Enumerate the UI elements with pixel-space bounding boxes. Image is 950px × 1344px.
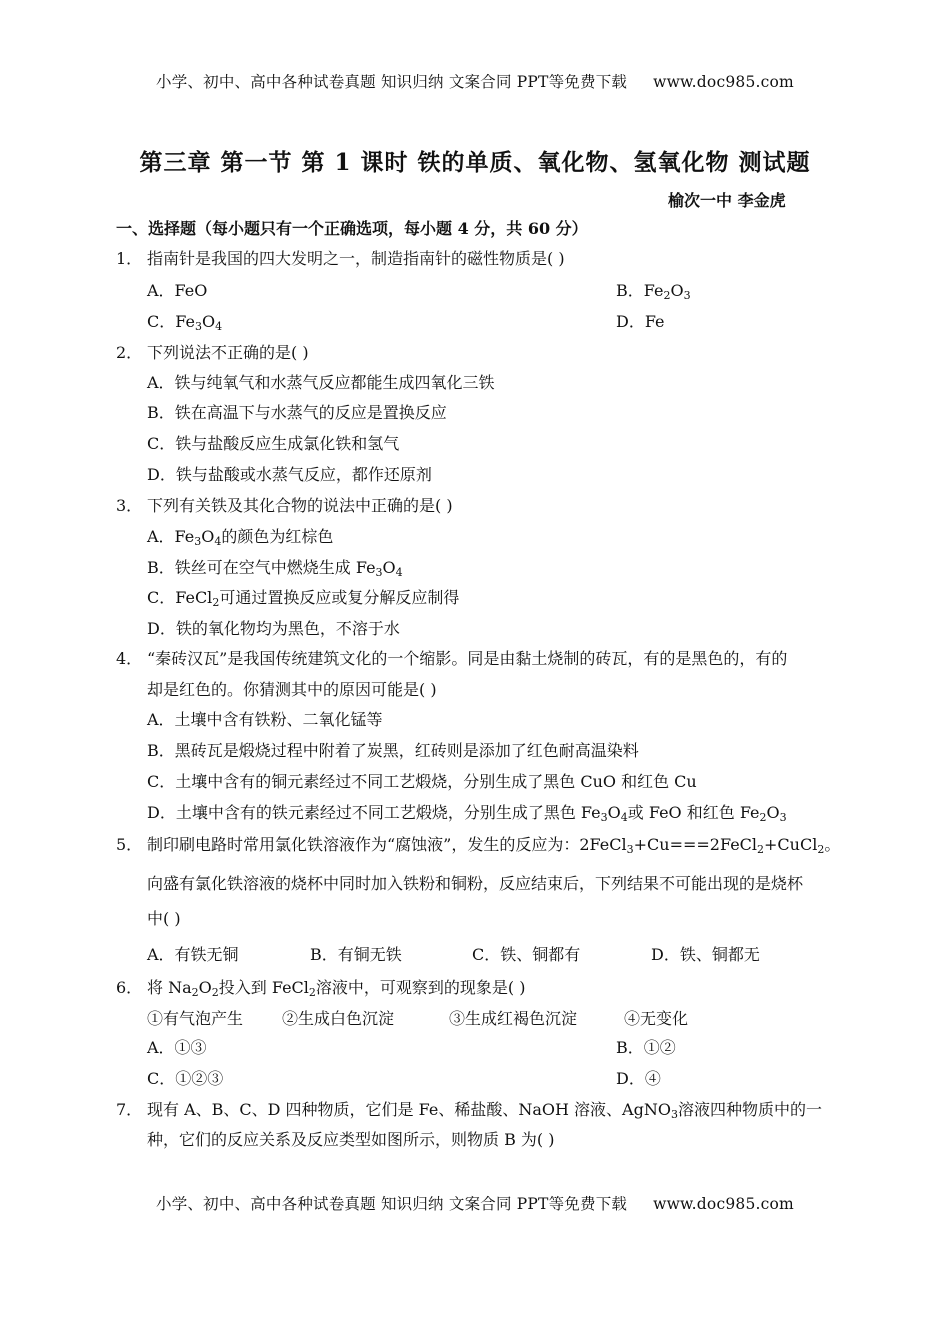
q6-text: 将 $Na_2O_2$投入到 FeCl$_2$溶液中，可观察到的现象是( ): [147, 978, 526, 999]
q7-text-line2: 种，它们的反应关系及反应类型如图所示，则物质 B 为( ): [147, 1130, 555, 1149]
q6-item-2: ②生成白色沉淀: [282, 1009, 395, 1028]
q5-option-b: B．有铜无铁: [310, 945, 402, 964]
page-title: 第三章 第一节 第 1 课时 铁的单质、氧化物、氢氧化物 测试题: [139, 149, 811, 176]
q5-text-line2: 向盛有氯化铁溶液的烧杯中同时加入铁粉和铜粉，反应结束后，下列结果不可能出现的是烧杯: [147, 874, 804, 893]
author: 榆次一中 李金虎: [668, 191, 786, 210]
q3-option-a: A．$Fe_3O_4$的颜色为红棕色: [147, 527, 334, 548]
q1-text: 指南针是我国的四大发明之一，制造指南针的磁性物质是( ): [147, 249, 565, 268]
q4-text-line1: “秦砖汉瓦”是我国传统建筑文化的一个缩影。同是由黏土烧制的砖瓦，有的是黑色的，有的: [147, 649, 788, 668]
header-right-text: www.doc985.com: [653, 73, 794, 91]
q6-option-c: C．①②③: [147, 1069, 224, 1088]
q4-option-c: C．土壤中含有的铜元素经过不同工艺煅烧，分别生成了黑色 CuO 和红色 Cu: [147, 772, 697, 791]
q4-text-line2: 却是红色的。你猜测其中的原因可能是( ): [147, 680, 437, 699]
q3-option-d: D．铁的氧化物均为黑色，不溶于水: [147, 619, 400, 638]
q5-text-line1: 制印刷电路时常用氯化铁溶液作为“腐蚀液”，发生的反应为：2FeCl$_3$+Cu===2FeCl$_2$+CuCl$_2$。: [147, 835, 841, 856]
q7-number: 7．: [116, 1100, 143, 1119]
q6-option-d: D．④: [616, 1069, 661, 1088]
q2-option-c: C．铁与盐酸反应生成氯化铁和氢气: [147, 434, 400, 453]
q2-option-d: D．铁与盐酸或水蒸气反应，都作还原剂: [147, 465, 432, 484]
q1-option-b: B．$Fe_2O_3$: [616, 281, 691, 302]
q3-text: 下列有关铁及其化合物的说法中正确的是( ): [147, 496, 453, 515]
q2-text: 下列说法不正确的是( ): [147, 343, 309, 362]
section-heading: 一、选择题（每小题只有一个正确选项，每小题 4 分，共 60 分）: [116, 219, 588, 238]
q1-number: 1．: [116, 249, 143, 268]
q6-item-1: ①有气泡产生: [147, 1009, 244, 1028]
page-footer: [0, 1192, 950, 1214]
q6-number: 6．: [116, 978, 143, 997]
q5-option-a: A．有铁无铜: [147, 945, 239, 964]
q1-option-a: A．FeO: [147, 281, 208, 300]
q3-option-b: B．铁丝可在空气中燃烧生成 $Fe_3O_4$: [147, 558, 403, 579]
q6-item-3: ③生成红褐色沉淀: [449, 1009, 578, 1028]
q3-number: 3．: [116, 496, 143, 515]
page-header: [0, 70, 950, 92]
q7-text-line1: 现有 A、B、C、D 四种物质，它们是 Fe、稀盐酸、NaOH 溶液、AgNO$_3$溶液四种物质中的一: [147, 1100, 822, 1121]
q2-option-b: B．铁在高温下与水蒸气的反应是置换反应: [147, 403, 447, 422]
q5-option-d: D．铁、铜都无: [651, 945, 760, 964]
q4-number: 4．: [116, 649, 143, 668]
q6-option-b: B．①②: [616, 1038, 676, 1057]
q6-option-a: A．①③: [147, 1038, 207, 1057]
q6-item-4: ④无变化: [624, 1009, 689, 1028]
q3-option-c: C．FeCl$_2$可通过置换反应或复分解反应制得: [147, 588, 460, 609]
q5-text-line3: 中( ): [147, 909, 181, 928]
q1-option-d: D．Fe: [616, 312, 665, 331]
q5-number: 5．: [116, 835, 143, 854]
footer-left-text: 小学、初中、高中各种试卷真题 知识归纳 文案合同 PPT等免费下载: [156, 1195, 628, 1213]
q1-option-c: C．$Fe_3O_4$: [147, 312, 223, 333]
q5-option-c: C．铁、铜都有: [472, 945, 581, 964]
header-left-text: 小学、初中、高中各种试卷真题 知识归纳 文案合同 PPT等免费下载: [156, 73, 628, 91]
q4-option-b: B．黑砖瓦是煅烧过程中附着了炭黑，红砖则是添加了红色耐高温染料: [147, 741, 639, 760]
q4-option-a: A．土壤中含有铁粉、二氧化锰等: [147, 710, 383, 729]
footer-right-text: www.doc985.com: [653, 1195, 794, 1213]
q2-number: 2．: [116, 343, 143, 362]
q2-option-a: A．铁与纯氧气和水蒸气反应都能生成四氧化三铁: [147, 373, 495, 392]
q4-option-d: D．土壤中含有的铁元素经过不同工艺煅烧，分别生成了黑色 $Fe_3O_4$或 FeO 和红色 $Fe_2O_3$: [147, 803, 787, 824]
